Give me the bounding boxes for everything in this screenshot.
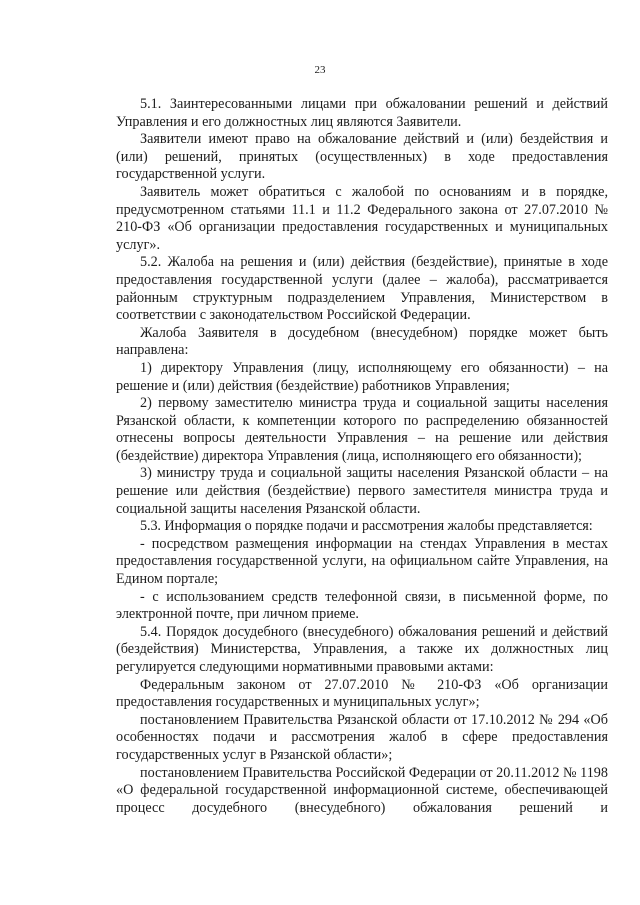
legal-act-federal-law: Федеральным законом от 27.07.2010 № 210-ФЗ «Об организации предоставления государственных и муниципальных услуг»;: [116, 676, 608, 711]
document-body: [116, 96, 608, 817]
list-item-2: 2) первому заместителю министра труда и социальной защиты населения Рязанской области, к компетенции которого по распределению обязанностей отнесены вопросы деятельности Управления – на решение или действия (бездействие) директора Управления (лица, исполняющего его обязанности);: [116, 395, 608, 464]
list-item-3: 3) министру труда и социальной защиты населения Рязанской области – на решение или действия (бездействие) первого заместителя министра труда и социальной защиты населения Рязанской области.: [116, 465, 608, 517]
paragraph-5-2: 5.2. Жалоба на решения и (или) действия (бездействие), принятые в ходе предоставления государственной услуги (далее – жалоба), рассматривается районным структурным подразделением Управления, Министерством в соответствии с законодательством Российской Федерации.: [116, 254, 608, 324]
paragraph-5-1: 5.1. Заинтересованными лицами при обжаловании решений и действий Управления и его должностных лиц являются Заявители.: [116, 96, 608, 130]
paragraph-applicants-rights: Заявители имеют право на обжалование действий и (или) бездействия и (или) решений, принятых (осуществленных) в ходе предоставления государственной услуги.: [116, 131, 608, 183]
legal-act-ryazan-resolution: постановлением Правительства Рязанской области от 17.10.2012 № 294 «Об особенностях подачи и рассмотрения жалоб в сфере предоставления государственных услуг в Рязанской области»;: [116, 711, 608, 763]
paragraph-complaint-grounds: Заявитель может обратиться с жалобой по основаниям и в порядке, предусмотренном статьями 11.1 и 11.2 Федерального закона от 27.07.2010 № 210-ФЗ «Об организации предоставления государственных и муниципальных услуг».: [116, 183, 608, 253]
legal-act-rf-resolution: постановлением Правительства Российской Федерации от 20.11.2012 № 1198 «О федеральной государственной информационной системе, обеспечивающей процесс досудебного (внесудебного) обжалования решений и: [116, 764, 608, 816]
paragraph-complaint-directed: Жалоба Заявителя в досудебном (внесудебном) порядке может быть направлена:: [116, 324, 608, 359]
page-number: 23: [314, 64, 326, 76]
paragraph-5-3: 5.3. Информация о порядке подачи и рассмотрения жалобы представляется:: [140, 518, 593, 535]
list-item-1: 1) директору Управления (лицу, исполняющему его обязанности) – на решение и (или) действия (бездействие) работников Управления;: [116, 359, 608, 394]
info-item-phone: - с использованием средств телефонной связи, в письменной форме, по электронной почте, при личном приеме.: [116, 588, 608, 623]
paragraph-5-4: 5.4. Порядок досудебного (внесудебного) обжалования решений и действий (бездействия) Министерства, Управления, а также их должностных лиц регулируется следующими нормативными правовыми актами:: [116, 623, 608, 675]
info-item-stands: - посредством размещения информации на стендах Управления в местах предоставления государственной услуги, на официальном сайте Управления, на Едином портале;: [116, 535, 608, 588]
